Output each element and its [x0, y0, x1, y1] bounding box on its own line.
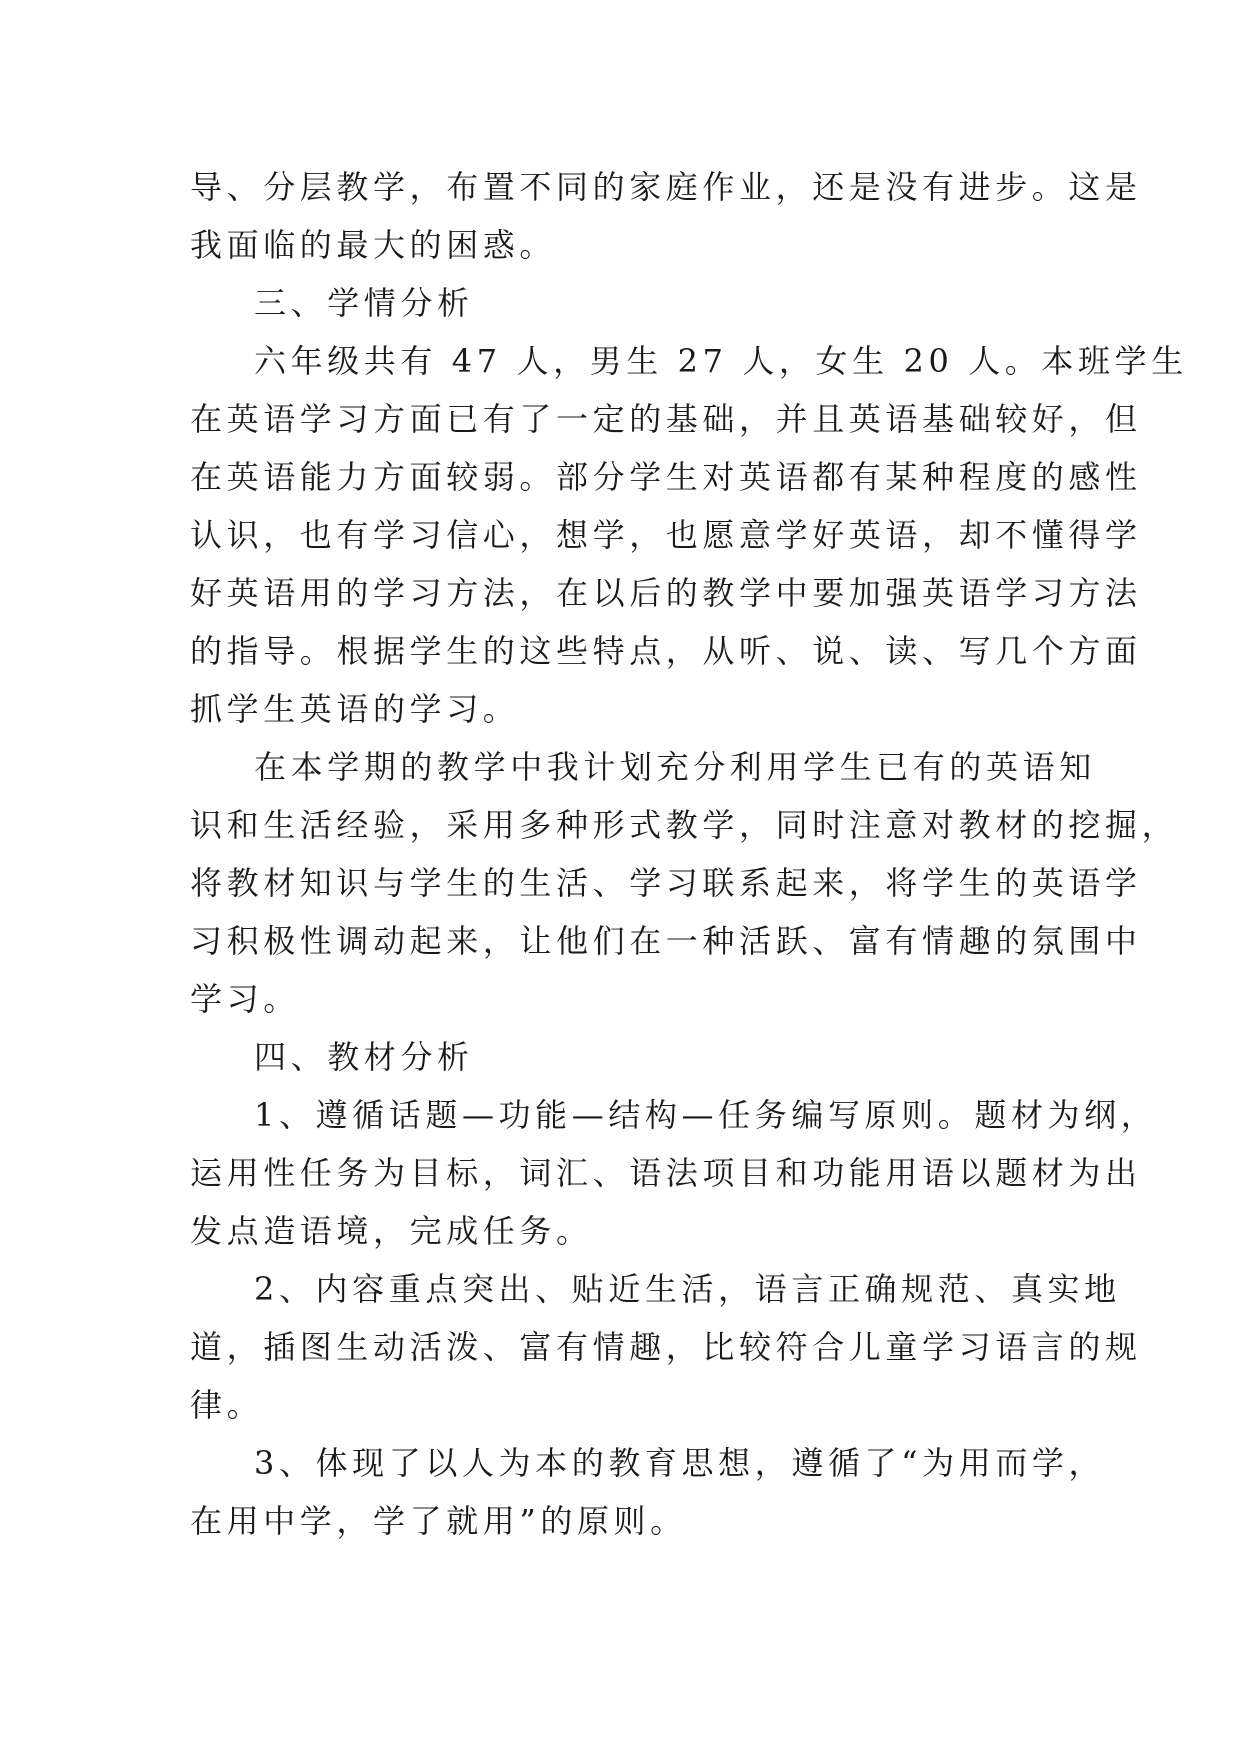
paragraph-line: 1、遵循话题—功能—结构—任务编写原则。题材为纲，: [254, 1096, 1158, 1134]
paragraph-line: 将教材知识与学生的生活、学习联系起来，将学生的英语学: [190, 864, 1142, 902]
paragraph-line: 道，插图生动活泼、富有情趣，比较符合儿童学习语言的规: [190, 1328, 1142, 1366]
paragraph-line: 发点造语境，完成任务。: [190, 1212, 593, 1250]
paragraph-line: 识和生活经验，采用多种形式教学，同时注意对教材的挖掘，: [190, 806, 1179, 844]
section-heading-textbook-analysis: 四、教材分析: [254, 1038, 474, 1076]
paragraph-line: 我面临的最大的困惑。: [190, 226, 557, 264]
paragraph-line: 在英语学习方面已有了一定的基础，并且英语基础较好，但: [190, 400, 1142, 438]
paragraph-line: 律。: [190, 1386, 264, 1424]
paragraph-line: 在用中学，学了就用”的原则。: [190, 1502, 687, 1540]
paragraph-line: 好英语用的学习方法，在以后的教学中要加强英语学习方法: [190, 574, 1142, 612]
paragraph-line: 认识，也有学习信心，想学，也愿意学好英语，却不懂得学: [190, 516, 1142, 554]
paragraph-line: 导、分层教学，布置不同的家庭作业，还是没有进步。这是: [190, 168, 1142, 206]
paragraph-line: 3、体现了以人为本的教育思想，遵循了“为用而学，: [254, 1444, 1106, 1482]
paragraph-line: 六年级共有 47 人，男生 27 人，女生 20 人。本班学生: [254, 342, 1188, 380]
paragraph-line: 在英语能力方面较弱。部分学生对英语都有某种程度的感性: [190, 458, 1142, 496]
paragraph-line: 的指导。根据学生的这些特点，从听、说、读、写几个方面: [190, 632, 1142, 670]
paragraph-line: 运用性任务为目标，词汇、语法项目和功能用语以题材为出: [190, 1154, 1142, 1192]
paragraph-line: 抓学生英语的学习。: [190, 690, 520, 728]
paragraph-line: 在本学期的教学中我计划充分利用学生已有的英语知: [254, 748, 1096, 786]
section-heading-student-analysis: 三、学情分析: [254, 284, 474, 322]
document-page: [190, 158, 1188, 1550]
paragraph-line: 学习。: [190, 980, 300, 1018]
paragraph-line: 习积极性调动起来，让他们在一种活跃、富有情趣的氛围中: [190, 922, 1142, 960]
paragraph-line: 2、内容重点突出、贴近生活，语言正确规范、真实地: [254, 1270, 1121, 1308]
